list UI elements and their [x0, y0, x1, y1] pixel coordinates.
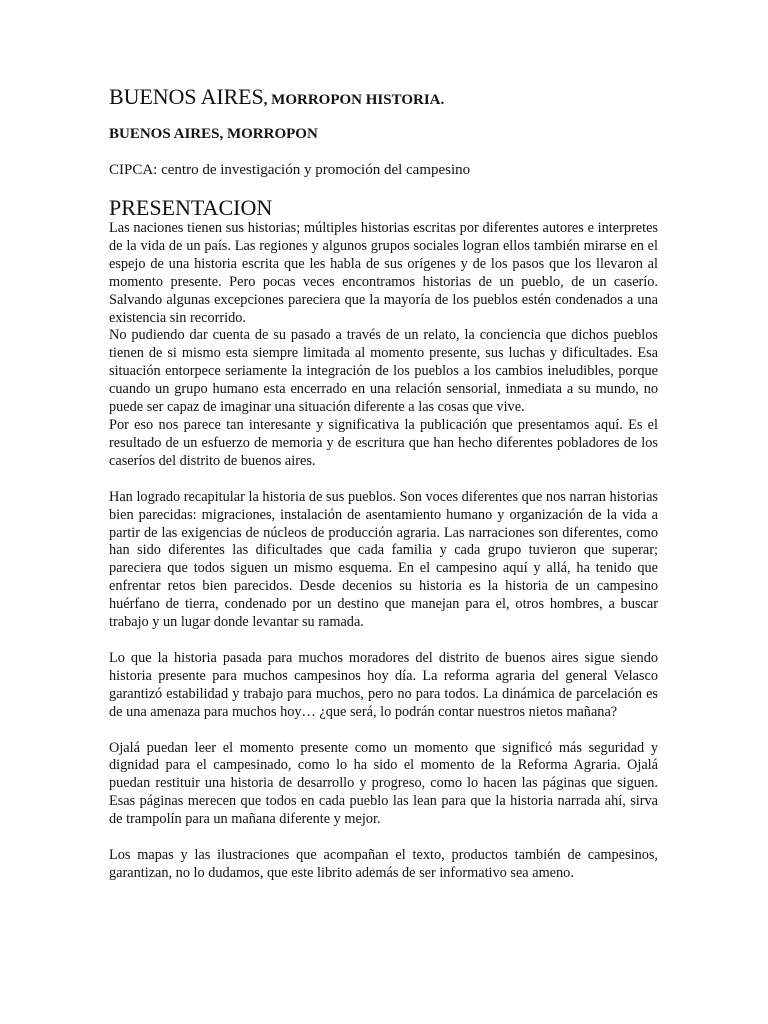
- paragraph-1: Las naciones tienen sus historias; múltiples historias escritas por diferentes autores e interpretes de la vida de un país. Las regiones y algunos grupos sociales logran ellos también mirarse en el espejo de una historia escrita que les habla de sus orígenes y de los pasos que los llevaron al momento presente. Pero pocas veces encontramos historias de un pueblo, de un caserío. Salvando algunas excepciones pareciera que la mayoría de los pueblos estén condenados a una existencia sin recorrido.: [109, 220, 658, 326]
- document-subtitle: BUENOS AIRES, MORROPON: [109, 126, 318, 142]
- paragraph-4: Han logrado recapitular la historia de sus pueblos. Son voces diferentes que nos narran historias bien parecidas: migraciones, instalación de asentamiento humano y organización de la vida a partir de las exigencias de núcleos de producción agraria. Las narraciones son diferentes, como han sido diferentes las dificultades que cada familia y cada grupo tuvieron que superar; pareciera que todos siguen un mismo esquema. En el campesino aquí y allá, ha tenido que enfrentar retos bien parecidos. Desde decenios su historia es la historia de un campesino huérfano de tierra, condenado por un destino que manejan para el, otros hombres, a buscar trabajo y un lugar donde levantar su ramada.: [109, 488, 658, 631]
- paragraph-2: No pudiendo dar cuenta de su pasado a través de un relato, la conciencia que dichos pueblos tienen de si mismo esta siempre limitada al momento presente, sus luchas y dificultades. Esa situación entorpece seriamente la integración de los pueblos a los cambios ineludibles, porque cuando un grupo humano esta encerrado en una relación sensorial, inmediata a su mundo, no puede ser capaz de imaginar una situación diferente a las cosas que vive.: [109, 327, 658, 416]
- paragraph-5: Lo que la historia pasada para muchos moradores del distrito de buenos aires sigue siendo historia presente para muchos campesinos hoy día. La reforma agraria del general Velasco garantizó estabilidad y trabajo para muchos, pero no para todos. La dinámica de parcelación es de una amenaza para muchos hoy… ¿que será, lo podrán contar nuestros nietos mañana?: [109, 649, 658, 720]
- presentation-body: [109, 220, 658, 883]
- paragraph-7: Los mapas y las ilustraciones que acompañan el texto, productos también de campesinos, garantizan, no lo dudamos, que este librito además de ser informativo sea ameno.: [109, 847, 658, 881]
- document-title: [109, 86, 669, 108]
- organization-line: CIPCA: centro de investigación y promoción del campesino: [109, 162, 471, 178]
- paragraph-6: Ojalá puedan leer el momento presente como un momento que significó más seguridad y dignidad para el campesinado, como lo ha sido el momento de la Reforma Agraria. Ojalá puedan restituir una historia de desarrollo y progreso, como lo hacen las páginas que siguen. Esas páginas merecen que todos en cada pueblo las lean para que la historia narrada ahí, sirva de trampolín para un mañana diferente y mejor.: [109, 739, 658, 828]
- document-title-main: BUENOS AIRES: [109, 84, 264, 109]
- paragraph-3: Por eso nos parece tan interesante y significativa la publicación que presentamos aquí. Es el resultado de un esfuerzo de memoria y de escritura que han hecho diferentes pobladores de los caseríos del distrito de buenos aires.: [109, 416, 658, 469]
- document-title-sub: , MORROPON HISTORIA.: [263, 92, 445, 108]
- section-heading-presentacion: PRESENTACION: [109, 195, 273, 220]
